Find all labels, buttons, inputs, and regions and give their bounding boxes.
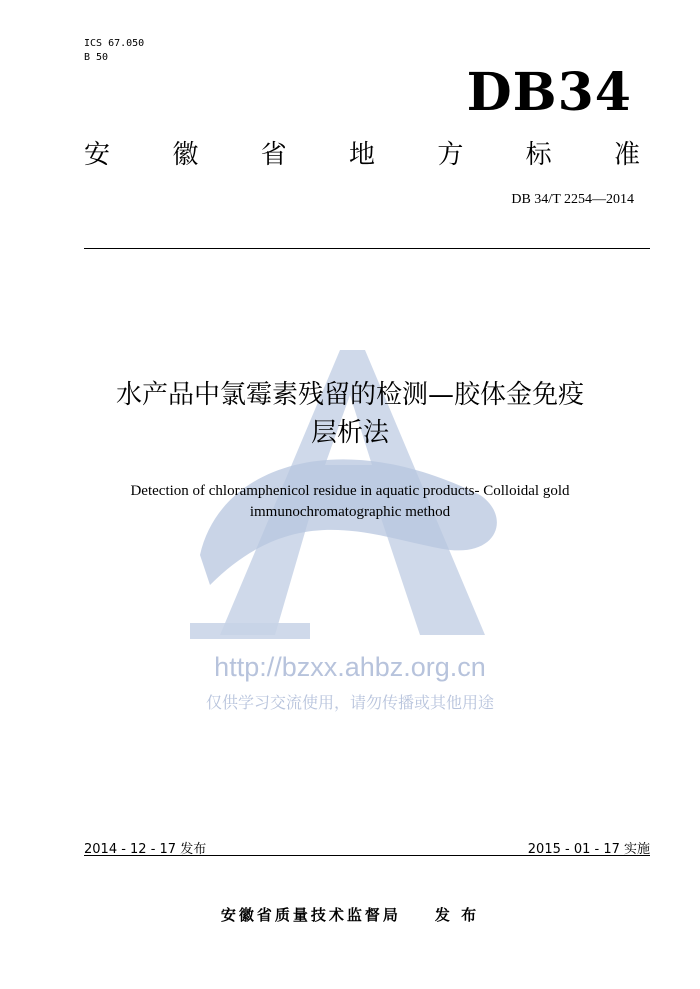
watermark-base bbox=[190, 623, 310, 639]
ics-code: ICS 67.050 bbox=[84, 38, 145, 49]
standard-logo: DB34 bbox=[466, 62, 632, 123]
classification-codes bbox=[84, 37, 144, 65]
date-divider bbox=[84, 855, 650, 856]
standard-type-char: 安 bbox=[84, 140, 111, 170]
publish-date: 2014 - 12 - 17 发布 bbox=[84, 842, 207, 857]
document-title-zh bbox=[0, 376, 700, 452]
document-title-en bbox=[80, 481, 620, 523]
watermark-note: 仅供学习交流使用，请勿传播或其他用途 bbox=[205, 693, 494, 712]
title-zh-line2: 层析法 bbox=[310, 418, 389, 448]
standard-type-char: 标 bbox=[525, 140, 552, 170]
issuer-line bbox=[0, 904, 700, 925]
issuer-name: 安徽省质量技术监督局 bbox=[220, 906, 401, 924]
title-zh-line1: 水产品中氯霉素残留的检测—胶体金免疫 bbox=[115, 380, 584, 410]
standard-type-char: 徽 bbox=[172, 140, 199, 170]
standard-type-heading bbox=[84, 134, 640, 171]
issuer-action: 发 布 bbox=[434, 906, 480, 924]
title-en-line1: Detection of chloramphenicol residue in aquatic products- Colloidal gold bbox=[130, 483, 570, 499]
standard-type-char: 方 bbox=[437, 140, 464, 170]
standard-type-char: 地 bbox=[348, 140, 375, 170]
standard-type-char: 准 bbox=[613, 140, 640, 170]
standard-number: DB 34/T 2254—2014 bbox=[511, 192, 634, 207]
title-en-line2: immunochromatographic method bbox=[249, 504, 451, 520]
standard-type-char: 省 bbox=[260, 140, 287, 170]
watermark-url: http://bzxx.ahbz.org.cn bbox=[214, 652, 486, 682]
implement-date: 2015 - 01 - 17 实施 bbox=[527, 842, 650, 857]
header-divider bbox=[84, 248, 650, 249]
ccs-code: B 50 bbox=[84, 52, 109, 63]
